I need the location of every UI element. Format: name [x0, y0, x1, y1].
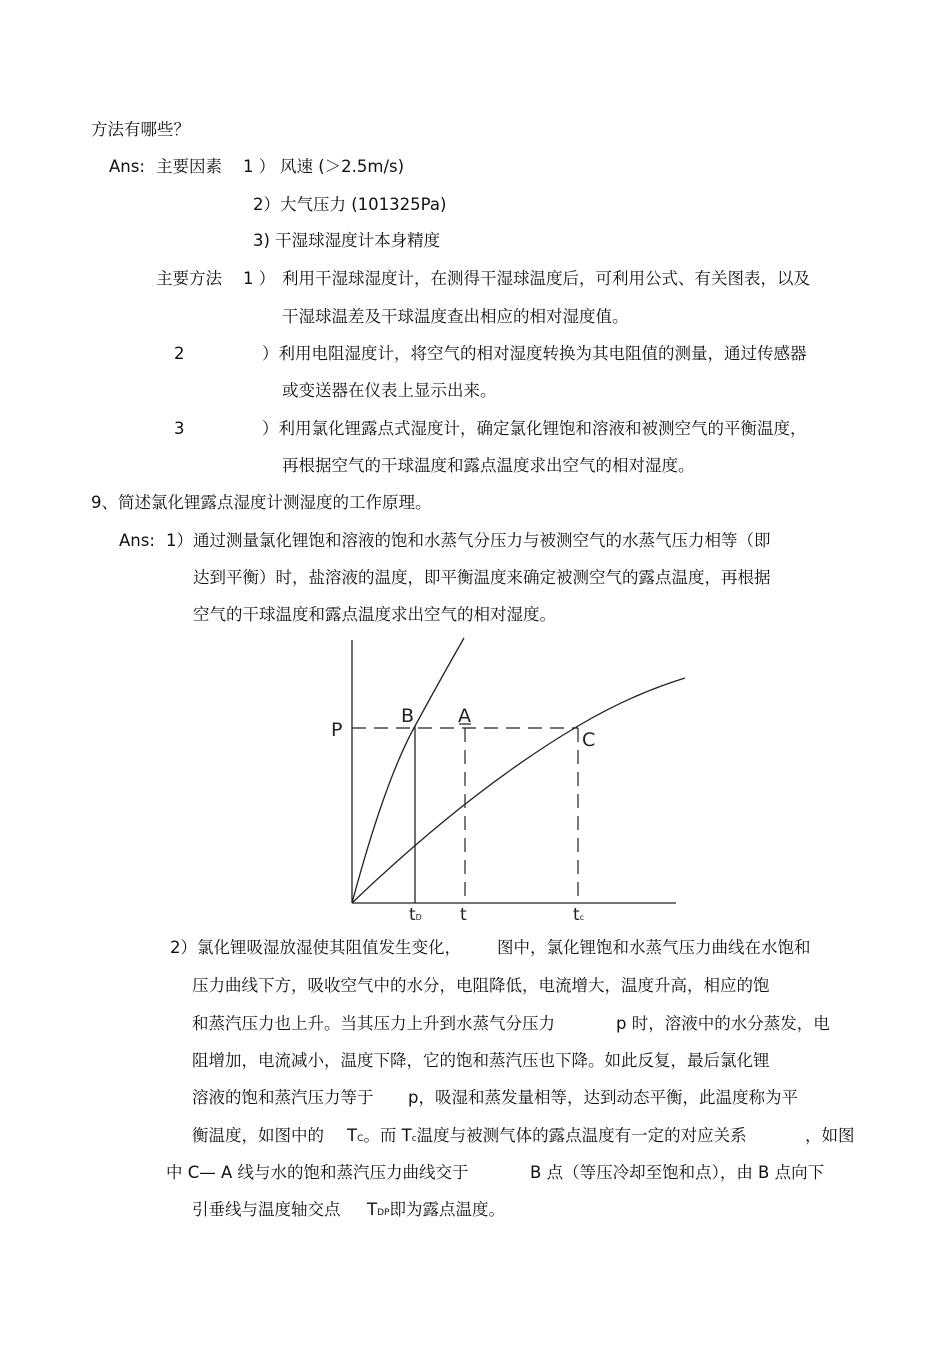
q9-p2-l8b: 即为露点温度。: [389, 1200, 505, 1219]
q9-p2-l6-t: T: [347, 1126, 358, 1145]
method-1-num: 1 ）: [243, 269, 276, 288]
method-3-line1: ）利用氯化锂露点式湿度计，确定氯化锂饱和溶液和被测空气的平衡温度，: [262, 419, 807, 438]
q9-p2-l5a: 溶液的饱和蒸汽压力等于: [192, 1088, 374, 1107]
method-2-num: 2: [174, 344, 185, 363]
q9-p2-l6b: 。而 T: [363, 1126, 412, 1145]
method-1-line2: 干湿球温差及干球温度查出相应的相对湿度值。: [282, 307, 629, 326]
label-a: A: [458, 705, 471, 727]
q9-p2-l6d: ，如图: [805, 1126, 855, 1145]
q9-p2-l3b: p 时，溶液中的水分蒸发，电: [616, 1014, 830, 1033]
method-1-line1: 利用干湿球湿度计，在测得干湿球温度后，可利用公式、有关图表，以及: [282, 269, 810, 288]
q9-p2-l6c: 温度与被测气体的露点温度有一定的对应关系: [416, 1126, 747, 1145]
q9-p2-l1b: 图中，氯化锂饱和水蒸气压力曲线在水饱和: [497, 938, 811, 957]
method-2-line1: ）利用电阻湿度计，将空气的相对湿度转换为其电阻值的测量，通过传感器: [262, 344, 807, 363]
q9-p2-l7b: B 点（等压冷却至饱和点），由 B 点向下: [530, 1163, 825, 1182]
q9-p1-line1: 1）通过测量氯化锂饱和溶液的饱和水蒸气分压力与被测空气的水蒸气压力相等（即: [166, 531, 771, 550]
q9-p1-line3: 空气的干球温度和露点温度求出空气的相对湿度。: [193, 605, 556, 624]
q9-p2-l8-t: T: [367, 1200, 378, 1219]
q9-title: 9、简述氯化锂露点湿度计测湿度的工作原理。: [91, 493, 432, 512]
q9-p2-l3a: 和蒸汽压力也上升。当其压力上升到水蒸气分压力: [192, 1014, 555, 1033]
tick-tc-sub: c: [579, 913, 585, 922]
q9-ans-prefix: Ans:: [119, 531, 155, 550]
q9-p2-l6-sub2: c: [411, 1134, 417, 1144]
method-3-line2: 再根据空气的干球温度和露点温度求出空气的相对湿度。: [282, 456, 695, 475]
q9-p2-l6a: 衡温度，如图中的: [192, 1126, 324, 1145]
q9-p2-l1a: 2）氯化锂吸湿放湿使其阻值发生变化，: [170, 938, 461, 957]
factor-3: 3) 干湿球湿度计本身精度: [253, 231, 441, 250]
tick-tc: [573, 905, 584, 925]
tick-t: t: [460, 905, 467, 925]
q8-tail: 方法有哪些？: [91, 120, 190, 139]
q9-p2-l5b: p，吸湿和蒸发量相等，达到动态平衡，此温度称为平: [408, 1088, 798, 1107]
q9-p2-l6-tc: [347, 1125, 747, 1150]
q9-p2-l6-sub: C: [357, 1134, 364, 1144]
water-saturation-curve: [352, 638, 464, 903]
tick-tc-t: t: [573, 905, 580, 925]
tick-td-t: t: [409, 905, 416, 925]
q9-p1-line2: 达到平衡）时，盐溶液的温度，即平衡温度来确定被测空气的露点温度，再根据: [193, 568, 771, 587]
method-2-line2: 或变送器在仪表上显示出来。: [282, 381, 497, 400]
q9-p2-l8a: 引垂线与温度轴交点: [192, 1200, 341, 1219]
label-b: B: [401, 705, 415, 727]
factor-2: 2）大气压力 (101325Pa): [253, 195, 447, 214]
methods-label: 主要方法: [156, 269, 222, 288]
label-c: C: [582, 729, 596, 751]
tick-td: [409, 905, 422, 925]
q9-p2-l8-tdp: [367, 1199, 505, 1224]
method-3-num: 3: [174, 419, 185, 438]
q9-p2-l8-sub: DP: [377, 1208, 390, 1218]
tick-td-sub: D: [415, 913, 422, 922]
q9-p2-l4: 阻增加，电流减小，温度下降，它的饱和蒸汽压也下降。如此反复，最后氯化锂: [192, 1051, 770, 1070]
q8-ans-prefix: Ans:: [109, 157, 145, 176]
label-p: P: [331, 719, 343, 741]
factors-label: 主要因素: [156, 157, 222, 176]
factor-1-text: 风速 (＞2.5m/s): [280, 157, 405, 176]
q9-p2-l7a: 中 C— A 线与水的饱和蒸汽压力曲线交于: [166, 1163, 469, 1182]
q9-p2-l2: 压力曲线下方，吸收空气中的水分，电阻降低，电流增大，温度升高，相应的饱: [192, 976, 770, 995]
factor-1-num: 1 ）: [243, 157, 276, 176]
